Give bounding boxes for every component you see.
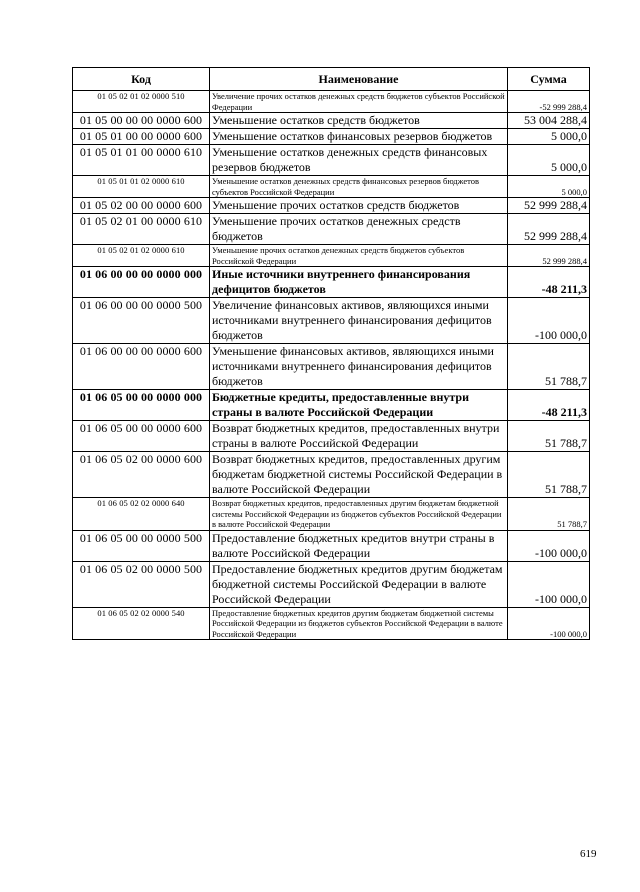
row-name: Уменьшение прочих остатков денежных средств бюджетов субъектов Российской Федерации — [210, 245, 508, 267]
row-sum: -100 000,0 — [508, 298, 590, 344]
row-sum: -48 211,3 — [508, 390, 590, 421]
row-sum: 51 788,7 — [508, 344, 590, 390]
row-sum: 51 788,7 — [508, 421, 590, 452]
row-name: Предоставление бюджетных кредитов внутри страны в валюте Российской Федерации — [210, 530, 508, 561]
row-name: Возврат бюджетных кредитов, предоставленных другим бюджетам бюджетной системы Российской Федерации в валюте Российской Федерации — [210, 452, 508, 498]
table-row — [73, 498, 590, 531]
row-sum: 53 004 288,4 — [508, 113, 590, 129]
row-code: 01 05 02 01 02 0000 610 — [73, 245, 210, 267]
table-body — [73, 91, 590, 640]
row-name: Бюджетные кредиты, предоставленные внутри страны в валюте Российской Федерации — [210, 390, 508, 421]
row-name: Уменьшение финансовых активов, являющихся иными источниками внутреннего финансирования дефицитов бюджетов — [210, 344, 508, 390]
header-code: Код — [73, 68, 210, 91]
header-name: Наименование — [210, 68, 508, 91]
row-sum: 51 788,7 — [508, 498, 590, 531]
table-row — [73, 267, 590, 298]
row-code: 01 06 00 00 00 0000 000 — [73, 267, 210, 298]
table-row — [73, 214, 590, 245]
row-name: Увеличение прочих остатков денежных средств бюджетов субъектов Российской Федерации — [210, 91, 508, 113]
budget-sources-table — [72, 67, 590, 640]
row-code: 01 06 05 02 02 0000 540 — [73, 607, 210, 640]
row-name: Уменьшение прочих остатков средств бюджетов — [210, 198, 508, 214]
row-code: 01 06 05 00 00 0000 500 — [73, 530, 210, 561]
row-sum: 5 000,0 — [508, 129, 590, 145]
table-row — [73, 530, 590, 561]
row-sum: -100 000,0 — [508, 530, 590, 561]
row-sum: -48 211,3 — [508, 267, 590, 298]
row-code: 01 06 05 02 02 0000 640 — [73, 498, 210, 531]
table-row — [73, 129, 590, 145]
row-sum: 5 000,0 — [508, 145, 590, 176]
table-row — [73, 245, 590, 267]
table-row — [73, 298, 590, 344]
row-sum: 51 788,7 — [508, 452, 590, 498]
row-name: Возврат бюджетных кредитов, предоставленных внутри страны в валюте Российской Федерации — [210, 421, 508, 452]
row-name: Предоставление бюджетных кредитов другим бюджетам бюджетной системы Российской Федерации из бюджетов субъектов Российской Федерации в валюте Российской Федерации — [210, 607, 508, 640]
row-code: 01 05 01 01 02 0000 610 — [73, 176, 210, 198]
row-name: Уменьшение прочих остатков денежных средств бюджетов — [210, 214, 508, 245]
table-row — [73, 390, 590, 421]
table-row — [73, 145, 590, 176]
row-sum: 5 000,0 — [508, 176, 590, 198]
table-row — [73, 452, 590, 498]
page-number: 619 — [580, 848, 597, 860]
table-row — [73, 421, 590, 452]
row-code: 01 05 00 00 00 0000 600 — [73, 113, 210, 129]
table-row — [73, 561, 590, 607]
table-row — [73, 91, 590, 113]
row-code: 01 05 01 01 00 0000 610 — [73, 145, 210, 176]
row-code: 01 05 02 00 00 0000 600 — [73, 198, 210, 214]
table-row — [73, 176, 590, 198]
row-name: Иные источники внутреннего финансирования дефицитов бюджетов — [210, 267, 508, 298]
row-name: Увеличение финансовых активов, являющихся иными источниками внутреннего финансирования дефицитов бюджетов — [210, 298, 508, 344]
table-row — [73, 344, 590, 390]
row-code: 01 06 05 02 00 0000 500 — [73, 561, 210, 607]
row-name: Предоставление бюджетных кредитов другим бюджетам бюджетной системы Российской Федерации в валюте Российской Федерации — [210, 561, 508, 607]
row-code: 01 06 05 00 00 0000 600 — [73, 421, 210, 452]
row-sum: -100 000,0 — [508, 561, 590, 607]
row-code: 01 05 01 00 00 0000 600 — [73, 129, 210, 145]
row-name: Возврат бюджетных кредитов, предоставленных другим бюджетам бюджетной системы Российской Федерации из бюджетов субъектов Российской Федерации в валюте Российской Федерации — [210, 498, 508, 531]
row-name: Уменьшение остатков денежных средств финансовых резервов бюджетов субъектов Российской Федерации — [210, 176, 508, 198]
header-sum: Сумма — [508, 68, 590, 91]
row-code: 01 05 02 01 02 0000 510 — [73, 91, 210, 113]
row-name: Уменьшение остатков денежных средств финансовых резервов бюджетов — [210, 145, 508, 176]
row-sum: 52 999 288,4 — [508, 245, 590, 267]
row-code: 01 06 00 00 00 0000 600 — [73, 344, 210, 390]
row-sum: -52 999 288,4 — [508, 91, 590, 113]
row-code: 01 06 05 00 00 0000 000 — [73, 390, 210, 421]
table-row — [73, 198, 590, 214]
table-row — [73, 113, 590, 129]
row-name: Уменьшение остатков финансовых резервов бюджетов — [210, 129, 508, 145]
row-name: Уменьшение остатков средств бюджетов — [210, 113, 508, 129]
row-sum: -100 000,0 — [508, 607, 590, 640]
row-code: 01 06 00 00 00 0000 500 — [73, 298, 210, 344]
table-row — [73, 607, 590, 640]
row-code: 01 06 05 02 00 0000 600 — [73, 452, 210, 498]
table-header-row — [73, 68, 590, 91]
row-sum: 52 999 288,4 — [508, 198, 590, 214]
row-sum: 52 999 288,4 — [508, 214, 590, 245]
row-code: 01 05 02 01 00 0000 610 — [73, 214, 210, 245]
